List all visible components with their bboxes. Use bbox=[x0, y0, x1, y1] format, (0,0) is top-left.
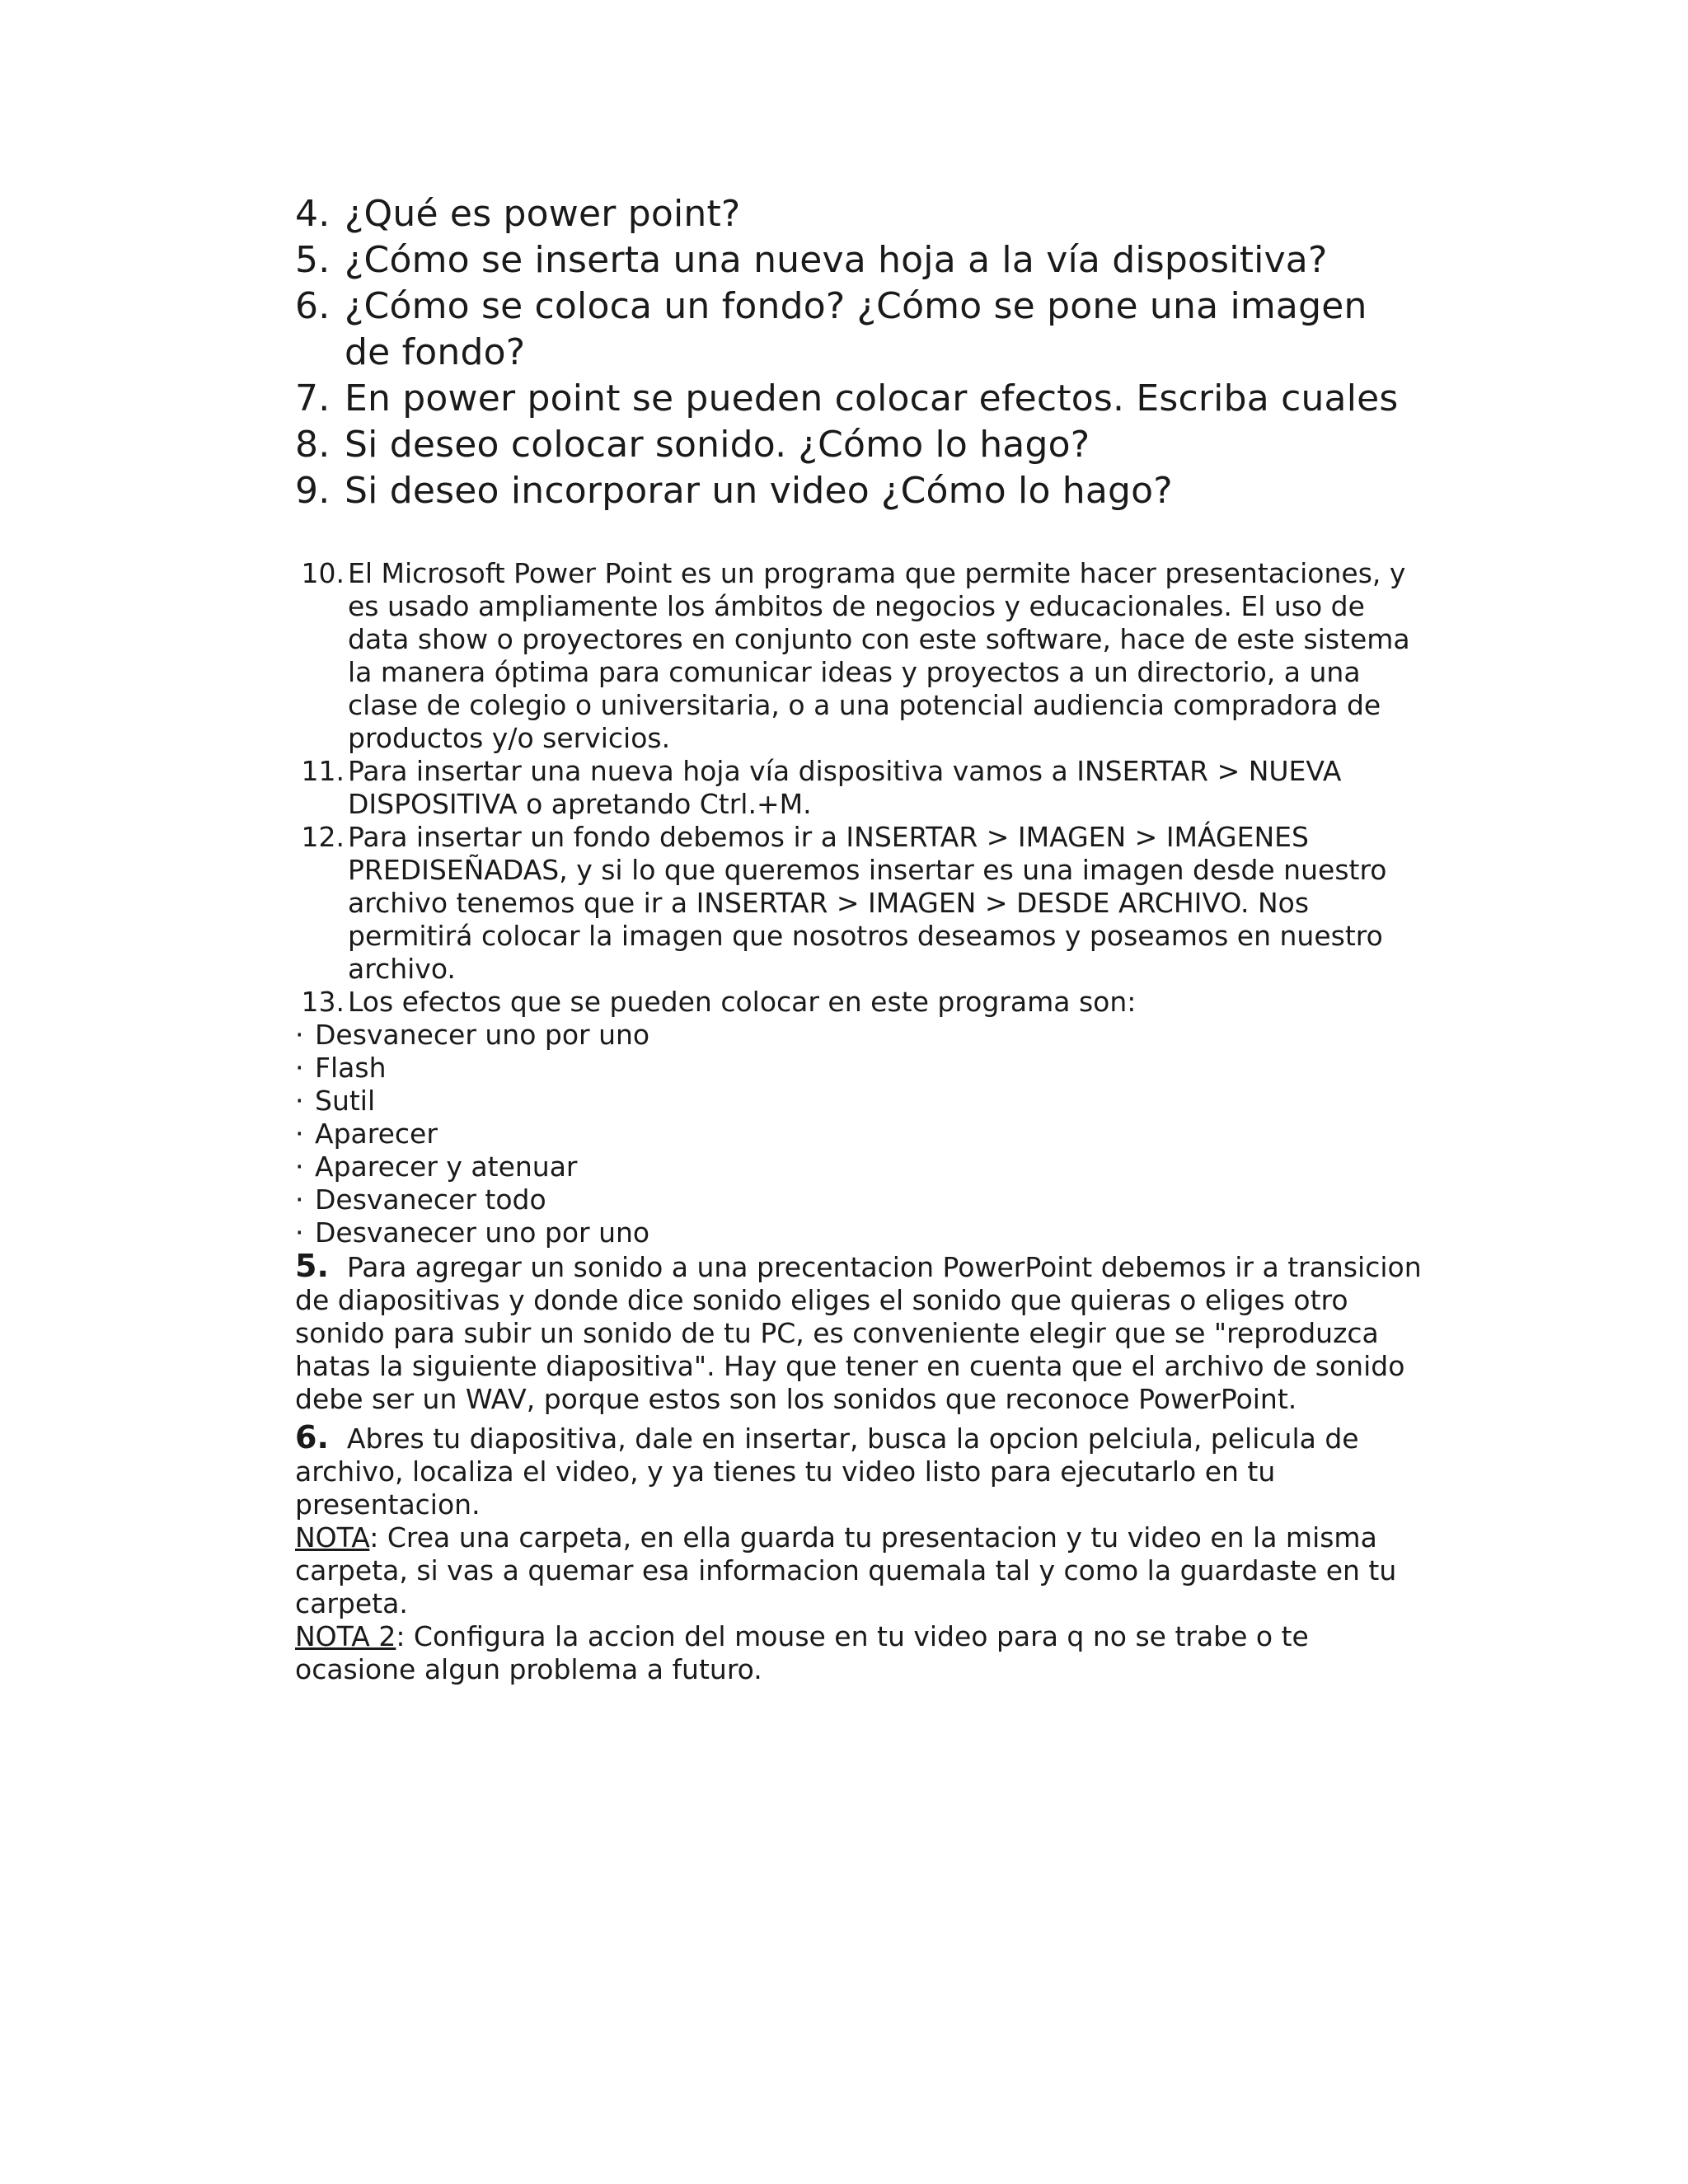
bullet-dot: · bbox=[295, 1183, 304, 1216]
question-item bbox=[295, 237, 1424, 284]
bullet-dot: · bbox=[295, 1019, 304, 1051]
effect-item bbox=[295, 1085, 1424, 1118]
bullet-dot: · bbox=[295, 1216, 304, 1249]
answer-item bbox=[295, 755, 1424, 821]
bullet-dot: · bbox=[295, 1151, 304, 1183]
answers-list bbox=[295, 557, 1424, 1019]
effect-item bbox=[295, 1151, 1424, 1183]
effect-label: Sutil bbox=[315, 1085, 376, 1117]
effects-list bbox=[295, 1019, 1424, 1249]
note2-paragraph bbox=[295, 1620, 1424, 1686]
question-text: Si deseo incorporar un video ¿Cómo lo hago? bbox=[345, 470, 1173, 512]
question-item bbox=[295, 191, 1424, 237]
question-number: 7. bbox=[295, 377, 331, 419]
video-answer-paragraph bbox=[295, 1421, 1424, 1521]
effect-label: Flash bbox=[315, 1052, 387, 1084]
questions-list bbox=[295, 191, 1424, 514]
effect-label: Aparecer bbox=[315, 1118, 438, 1150]
note2-text: : Configura la accion del mouse en tu video para q no se trabe o te ocasione algun problema a futuro. bbox=[295, 1620, 1309, 1685]
video-answer-text: Abres tu diapositiva, dale en insertar, busca la opcion pelciula, pelicula de archivo, localiza el video, y ya tienes tu video listo para ejecutarlo en tu presentacion. bbox=[295, 1422, 1359, 1521]
answer-item bbox=[295, 557, 1424, 755]
question-text: ¿Cómo se inserta una nueva hoja a la vía dispositiva? bbox=[345, 239, 1328, 281]
question-text: En power point se pueden colocar efectos. Escriba cuales bbox=[345, 377, 1399, 419]
question-number: 6. bbox=[295, 285, 331, 327]
answer-text: Los efectos que se pueden colocar en este programa son: bbox=[348, 986, 1137, 1018]
question-item bbox=[295, 376, 1424, 422]
answer-number: 10. bbox=[301, 557, 345, 589]
bullet-dot: · bbox=[295, 1118, 304, 1150]
question-text: ¿Qué es power point? bbox=[345, 193, 741, 235]
answer-number: 12. bbox=[301, 821, 345, 853]
answer-text: Para insertar un fondo debemos ir a INSERTAR > IMAGEN > IMÁGENES PREDISEÑADAS, y si lo que queremos insertar es una imagen desde nuestro archivo tenemos que ir a INSERTAR > IMAGEN > DESDE ARCHIVO. Nos permitirá colocar la imagen que nosotros deseamos y poseamos en nuestro archivo. bbox=[348, 821, 1387, 985]
question-item bbox=[295, 468, 1424, 514]
note-text: : Crea una carpeta, en ella guarda tu presentacion y tu video en la misma carpeta, si vas a quemar esa informacion quemala tal y como la guardaste en tu carpeta. bbox=[295, 1521, 1397, 1619]
question-text: Si deseo colocar sonido. ¿Cómo lo hago? bbox=[345, 424, 1090, 466]
question-number: 9. bbox=[295, 470, 331, 512]
question-number: 8. bbox=[295, 424, 331, 466]
effect-label: Desvanecer uno por uno bbox=[315, 1216, 650, 1249]
answer-number: 11. bbox=[301, 755, 345, 787]
video-answer-number: 6. bbox=[295, 1419, 329, 1455]
bullet-dot: · bbox=[295, 1085, 304, 1117]
sound-answer-text: Para agregar un sonido a una precentacion PowerPoint debemos ir a transicion de diapositivas y donde dice sonido eliges el sonido que quieras o eliges otro sonido para subir un sonido de tu PC, es conveniente elegir que se "reproduzca hatas la siguiente diapositiva". Hay que tener en cuenta que el archivo de sonido debe ser un WAV, porque estos son los sonidos que reconoce PowerPoint. bbox=[295, 1251, 1422, 1415]
question-number: 5. bbox=[295, 239, 331, 281]
effect-item bbox=[295, 1052, 1424, 1085]
effect-item bbox=[295, 1118, 1424, 1151]
note2-label: NOTA 2 bbox=[295, 1620, 396, 1652]
bullet-dot: · bbox=[295, 1052, 304, 1084]
note-label: NOTA bbox=[295, 1521, 370, 1554]
answer-item bbox=[295, 821, 1424, 986]
question-item bbox=[295, 284, 1424, 376]
answer-number: 13. bbox=[301, 986, 345, 1018]
answer-item bbox=[295, 986, 1424, 1019]
question-number: 4. bbox=[295, 193, 331, 235]
document-content bbox=[295, 191, 1424, 1686]
effect-item bbox=[295, 1183, 1424, 1216]
answer-text: Para insertar una nueva hoja vía dispositiva vamos a INSERTAR > NUEVA DISPOSITIVA o apretando Ctrl.+M. bbox=[348, 755, 1342, 820]
effect-item bbox=[295, 1216, 1424, 1249]
sound-answer-number: 5. bbox=[295, 1248, 329, 1284]
question-item bbox=[295, 422, 1424, 468]
note-paragraph bbox=[295, 1521, 1424, 1620]
answer-text: El Microsoft Power Point es un programa que permite hacer presentaciones, y es usado ampliamente los ámbitos de negocios y educacionales. El uso de data show o proyectores en conjunto con este software, hace de este sistema la manera óptima para comunicar ideas y proyectos a un directorio, a una clase de colegio o universitaria, o a una potencial audiencia compradora de productos y/o servicios. bbox=[348, 557, 1410, 754]
effect-label: Desvanecer todo bbox=[315, 1183, 546, 1216]
effect-label: Desvanecer uno por uno bbox=[315, 1019, 650, 1051]
effect-label: Aparecer y atenuar bbox=[315, 1151, 578, 1183]
sound-answer-paragraph bbox=[295, 1249, 1424, 1416]
question-text: ¿Cómo se coloca un fondo? ¿Cómo se pone una imagen de fondo? bbox=[345, 285, 1367, 373]
effect-item bbox=[295, 1019, 1424, 1052]
